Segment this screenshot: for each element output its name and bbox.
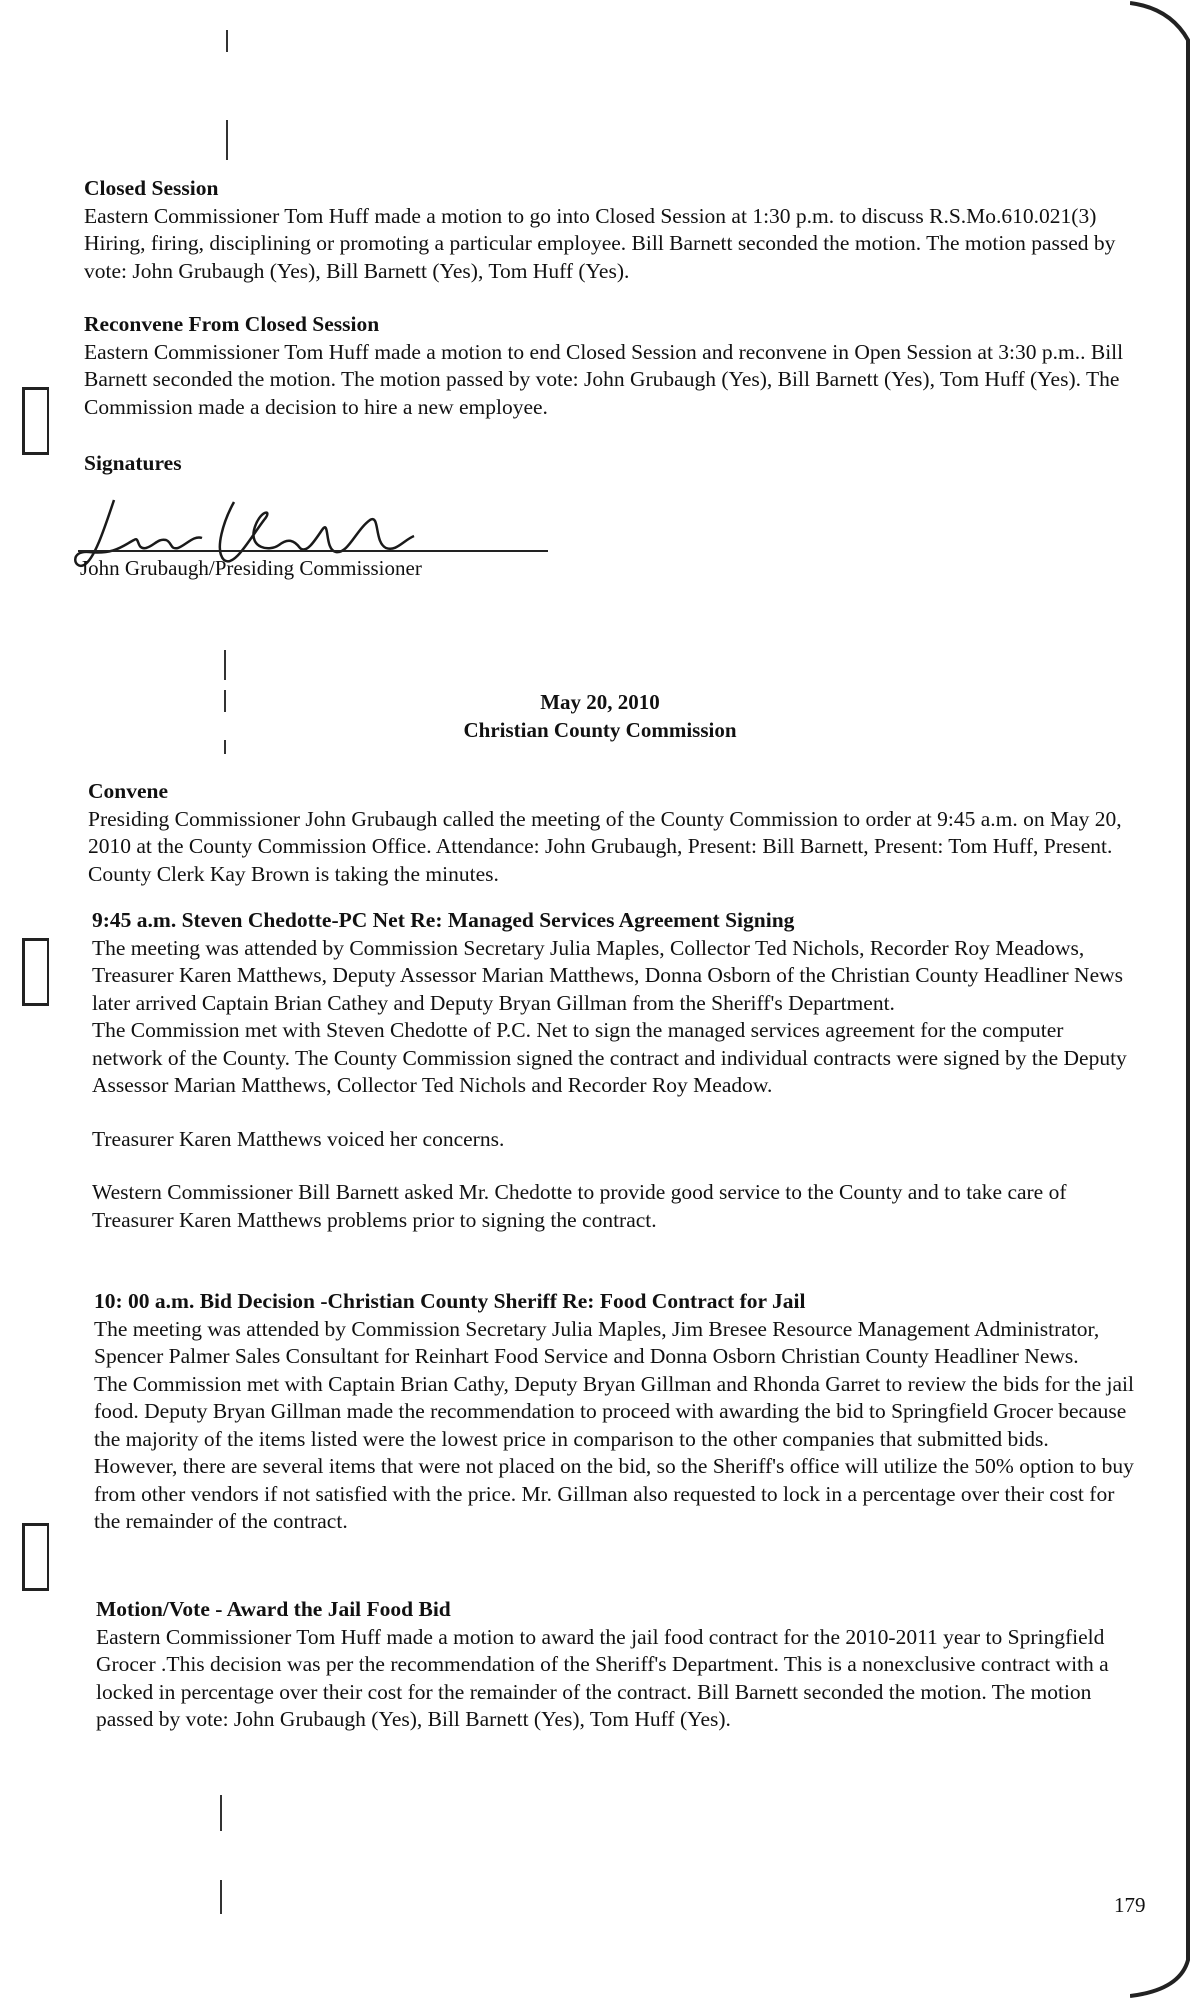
meeting-body-name: Christian County Commission <box>463 718 737 742</box>
signatures-section <box>84 450 1124 478</box>
signer-name: John Grubaugh/Presiding Commissioner <box>80 556 422 580</box>
bid-decision-section <box>94 1288 1134 1536</box>
punch-hole-mark <box>22 938 49 1006</box>
page-edge-frame <box>1130 0 1200 1999</box>
signature-line <box>78 550 548 552</box>
punch-hole-mark <box>22 387 49 455</box>
section-heading: Convene <box>88 779 169 803</box>
meeting-date: May 20, 2010 <box>540 690 660 714</box>
section-heading: 10: 00 a.m. Bid Decision -Christian County Sheriff Re: Food Contract for Jail <box>94 1289 806 1313</box>
section-note: Treasurer Karen Matthews voiced her concerns. <box>92 1126 505 1151</box>
section-body: The Commission met with Steven Chedotte of P.C. Net to sign the managed services agreement for the computer network of the County. The County Commission signed the contract and individual contracts were signed by the Deputy Assessor Marian Matthews, Collector Ted Nichols and Recorder Roy Meadow. <box>92 1018 1127 1097</box>
section-attendance: The meeting was attended by Commission Secretary Julia Maples, Collector Ted Nichols, Recorder Roy Meadows, Treasurer Karen Matthews, Deputy Assessor Marian Matthews, Donna Osborn of the Christian County Headliner News later arrived Captain Brian Cathey and Deputy Bryan Gillman from the Sheriff's Department. <box>92 935 1124 1015</box>
section-body: Presiding Commissioner John Grubaugh called the meeting of the County Commission to order at 9:45 a.m. on May 20, 2010 at the County Commission Office. Attendance: John Grubaugh, Present: Bill Barnett, Present: Tom Huff, Present. County Clerk Kay Brown is taking the minutes. <box>88 806 1122 886</box>
closed-session-section <box>84 175 1124 285</box>
motion-vote-section <box>96 1596 1136 1734</box>
section-heading: 9:45 a.m. Steven Chedotte-PC Net Re: Managed Services Agreement Signing <box>92 908 795 932</box>
section-attendance: The meeting was attended by Commission Secretary Julia Maples, Jim Bresee Resource Management Administrator, Spencer Palmer Sales Consultant for Reinhart Food Service and Donna Osborn Christian County Headliner News. <box>94 1316 1100 1368</box>
section-heading: Signatures <box>84 451 182 475</box>
binding-mark <box>220 1795 222 1831</box>
punch-hole-mark <box>22 1523 49 1591</box>
section-note: Western Commissioner Bill Barnett asked Mr. Chedotte to provide good service to the County and to take care of Treasurer Karen Matthews problems prior to signing the contract. <box>92 1180 1067 1232</box>
section-heading: Motion/Vote - Award the Jail Food Bid <box>96 1597 451 1621</box>
pc-net-section <box>92 907 1132 1234</box>
section-heading: Reconvene From Closed Session <box>84 312 380 336</box>
binding-mark <box>224 650 226 680</box>
section-body: Eastern Commissioner Tom Huff made a motion to go into Closed Session at 1:30 p.m. to discuss R.S.Mo.610.021(3) Hiring, firing, disciplining or promoting a particular employee. Bill Barnett seconded the motion. The motion passed by vote: John Grubaugh (Yes), Bill Barnett (Yes), Tom Huff (Yes). <box>84 203 1116 283</box>
reconvene-section <box>84 311 1124 421</box>
binding-mark <box>226 120 228 160</box>
binding-mark <box>220 1880 222 1914</box>
section-heading: Closed Session <box>84 176 219 200</box>
convene-section <box>88 778 1128 888</box>
page-number: 179 <box>1114 1893 1146 1917</box>
section-body: Eastern Commissioner Tom Huff made a motion to award the jail food contract for the 2010-2011 year to Springfield Grocer .This decision was per the recommendation of the Sheriff's Department. This is a nonexclusive contract with a locked in percentage over their cost for the remainder of the contract. Bill Barnett seconded the motion. The motion passed by vote: John Grubaugh (Yes), Bill Barnett (Yes), Tom Huff (Yes). <box>96 1624 1109 1731</box>
binding-mark <box>226 30 228 52</box>
section-body: Eastern Commissioner Tom Huff made a motion to end Closed Session and reconvene in Open Session at 3:30 p.m.. Bill Barnett seconded the motion. The motion passed by vote: John Grubaugh (Yes), Bill Barnett (Yes), Tom Huff (Yes). The Commission made a decision to hire a new employee. <box>84 339 1124 419</box>
section-body: The Commission met with Captain Brian Cathy, Deputy Bryan Gillman and Rhonda Garret to review the bids for the jail food. Deputy Bryan Gillman made the recommendation to proceed with awarding the bid to Springfield Grocer because the majority of the items listed were the lowest price in comparison to the other companies that submitted bids. However, there are several items that were not placed on the bid, so the Sheriff's office will utilize the 50% option to buy from other vendors if not satisfied with the price. Mr. Gillman also requested to lock in a percentage over their cost for the remainder of the contract. <box>94 1371 1134 1533</box>
